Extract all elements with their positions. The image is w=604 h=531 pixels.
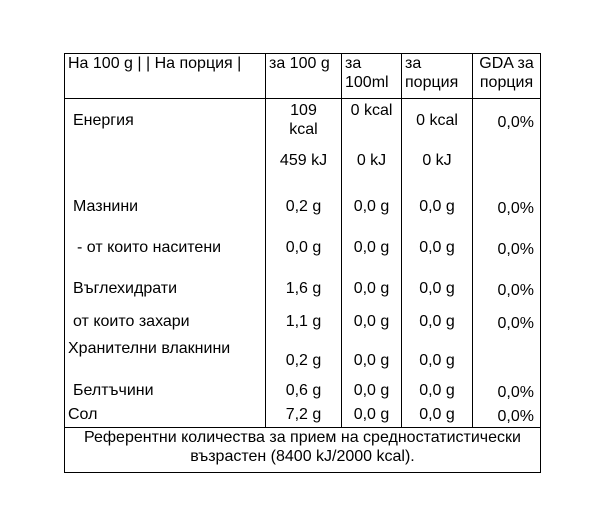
footnote-row: [65, 428, 541, 473]
nutrition-table: [64, 53, 541, 473]
cell-fiber-100ml: 0,0 g: [342, 339, 402, 379]
header-per-100ml: за 100ml: [342, 54, 402, 99]
cell-protein-100g: 0,6 g: [266, 379, 342, 404]
table-row-protein: [65, 379, 541, 404]
row-label-saturated: - от които наситени: [65, 224, 266, 265]
row-label-energy: Енергия: [65, 99, 266, 145]
cell-energy-gda: 0,0%: [473, 99, 541, 145]
cell-fiber-100g: 0,2 g: [266, 339, 342, 379]
cell-fat-gda: 0,0%: [473, 183, 541, 224]
cell-energy-kcal-100g: 109 kcal: [266, 99, 342, 145]
row-label-carbohydrates: Въглехидрати: [65, 265, 266, 306]
table-row-sugars: [65, 306, 541, 339]
cell-carbohydrates-portion: 0,0 g: [402, 265, 473, 306]
table-row-salt: [65, 404, 541, 428]
cell-fiber-portion: 0,0 g: [402, 339, 473, 379]
header-per-100g: за 100 g: [266, 54, 342, 99]
cell-saturated-gda: 0,0%: [473, 224, 541, 265]
table-row-carbohydrates: [65, 265, 541, 306]
cell-energy-kj-portion: 0 kJ: [402, 145, 473, 183]
cell-energy-kj-gda: [473, 145, 541, 183]
cell-fat-portion: 0,0 g: [402, 183, 473, 224]
cell-saturated-100g: 0,0 g: [266, 224, 342, 265]
cell-energy-kj-100ml: 0 kJ: [342, 145, 402, 183]
cell-sugars-portion: 0,0 g: [402, 306, 473, 339]
header-portion-label: На 100 g | | На порция |: [65, 54, 266, 99]
cell-fiber-gda: [473, 339, 541, 379]
cell-energy-kcal-100ml: 0 kcal: [342, 99, 402, 145]
table-row-saturated: [65, 224, 541, 265]
row-label-protein: Белтъчини: [65, 379, 266, 404]
row-label-sugars: от които захари: [65, 306, 266, 339]
cell-fat-100g: 0,2 g: [266, 183, 342, 224]
cell-salt-100ml: 0,0 g: [342, 404, 402, 428]
cell-salt-portion: 0,0 g: [402, 404, 473, 428]
header-gda: GDA за порция: [473, 54, 541, 99]
row-label-fat: Мазнини: [65, 183, 266, 224]
table-row-energy-kj: [65, 145, 541, 183]
cell-energy-kj-100g: 459 kJ: [266, 145, 342, 183]
row-label-salt: Сол: [65, 404, 266, 428]
cell-protein-100ml: 0,0 g: [342, 379, 402, 404]
cell-saturated-100ml: 0,0 g: [342, 224, 402, 265]
cell-protein-portion: 0,0 g: [402, 379, 473, 404]
cell-carbohydrates-100ml: 0,0 g: [342, 265, 402, 306]
header-per-portion: за порция: [402, 54, 473, 99]
row-label-fiber: Хранителни влакнини: [65, 339, 266, 379]
cell-saturated-portion: 0,0 g: [402, 224, 473, 265]
footnote-text: Референтни количества за прием на средностатистически възрастен (8400 kJ/2000 kcal).: [65, 428, 541, 473]
cell-carbohydrates-gda: 0,0%: [473, 265, 541, 306]
cell-sugars-100g: 1,1 g: [266, 306, 342, 339]
cell-energy-kcal-portion: 0 kcal: [402, 99, 473, 145]
table-row-energy-kcal: [65, 99, 541, 145]
table-row-fat: [65, 183, 541, 224]
cell-salt-gda: 0,0%: [473, 404, 541, 428]
table-row-fiber: [65, 339, 541, 379]
row-label-energy-kj: [65, 145, 266, 183]
cell-fat-100ml: 0,0 g: [342, 183, 402, 224]
cell-carbohydrates-100g: 1,6 g: [266, 265, 342, 306]
cell-salt-100g: 7,2 g: [266, 404, 342, 428]
header-row: [65, 54, 541, 99]
cell-sugars-100ml: 0,0 g: [342, 306, 402, 339]
cell-sugars-gda: 0,0%: [473, 306, 541, 339]
cell-protein-gda: 0,0%: [473, 379, 541, 404]
